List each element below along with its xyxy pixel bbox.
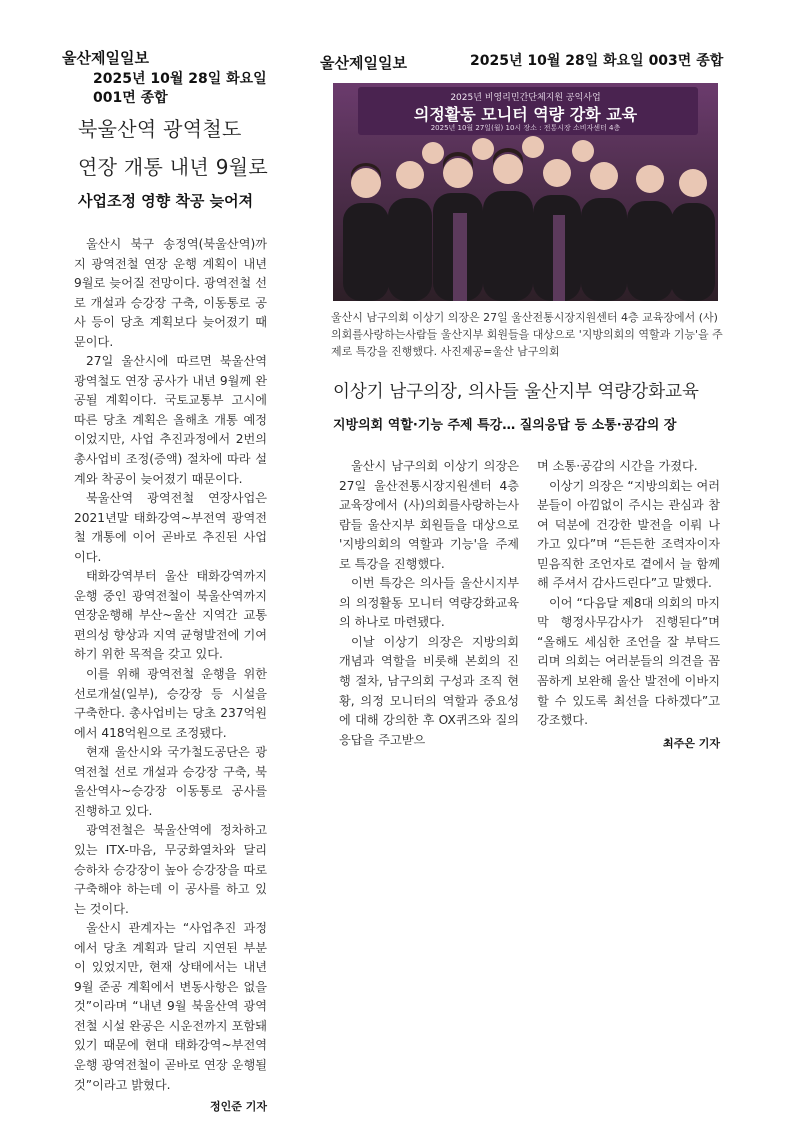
left-paragraph: 이를 위해 광역전철 운행을 위한 선로개설(일부), 승강장 등 시설을 구축한다. 총사업비는 당초 237억원에서 418억원으로 조정됐다. (74, 667, 267, 740)
left-page: 001면 종합 (93, 90, 168, 106)
left-paragraph: 울산시 북구 송정역(북울산역)까지 광역전철 연장 운행 계획이 내년 9월로 늦어질 전망이다. 광역전철 선로 개설과 승강장 구축, 이동통로 공사 등이 당초 계획보다 늦어졌기 때문이다. (74, 237, 267, 349)
left-paragraph: 광역전철은 북울산역에 정차하고 있는 ITX-마음, 무궁화열차와 달리 승하차 승강장이 높아 승강장을 따로 구축해야 하는데 이 공사를 하고 있는 것이다. (74, 823, 267, 916)
left-paragraph: 현재 울산시와 국가철도공단은 광역전철 선로 개설과 승강장 구축, 북울산역사~승강장 이동통로 공사를 진행하고 있다. (74, 745, 267, 818)
left-headline-1: 북울산역 광역철도 (78, 117, 242, 141)
right-paragraph: 이번 특강은 의사들 울산시지부의 의정활동 모니터 역량강화교육의 하나로 마련됐다. (339, 576, 519, 630)
banner-title: 의정활동 모니터 역량 강화 교육 (413, 105, 638, 124)
banner-top-text: 2025년 비영리민간단체지원 공익사업 (450, 93, 601, 103)
right-headline: 이상기 남구의장, 의사들 울산지부 역량강화교육 (333, 382, 699, 402)
left-date: 2025년 10월 28일 화요일 (93, 71, 267, 87)
right-date: 2025년 10월 28일 화요일 003면 종합 (470, 53, 724, 69)
left-byline: 정인준 기자 (210, 1100, 267, 1114)
right-byline: 최주은 기자 (663, 736, 720, 750)
right-body-col2 (537, 457, 720, 753)
left-subheadline: 사업조정 영향 착공 늦어져 (78, 192, 254, 210)
left-paragraph: 북울산역 광역전철 연장사업은 2021년말 태화강역~부전역 광역전철 개통에 이어 곧바로 추진된 사업이다. (74, 491, 267, 564)
event-photo (333, 83, 718, 301)
photo-caption: 울산시 남구의회 이상기 의장은 27일 울산전통시장지원센터 4층 교육장에서 (사)의회를사랑하는사람들 울산지부 회원들을 대상으로 '지방의회의 역할과 기능'을 주제로 특강을 진행했다. 사진제공=울산 남구의회 (331, 311, 723, 358)
left-paragraph: 27일 울산시에 따르면 북울산역 광역철도 연장 공사가 내년 9월께 완공될 계획이다. 국토교통부 고시에 따른 당초 계획은 올해초 개통 예정이었지만, 사업 추진과정에서 2번의 총사업비 조정(증액) 절차에 따라 설계와 착공이 늦어졌기 때문이다. (74, 354, 267, 486)
left-publication: 울산제일일보 (62, 49, 149, 67)
right-paragraph: 이날 이상기 의장은 지방의회 개념과 역할을 비롯해 본회의 진행 절차, 남구의회 구성과 조직 현황, 의정 모니터의 역할과 중요성에 대해 강의한 후 OX퀴즈와 질의응답을 주고받으 (339, 634, 519, 747)
banner-info: 2025년 10월 27일(월) 10시 장소 : 전통시장 소비자센터 4층 (430, 124, 621, 132)
right-publication: 울산제일일보 (320, 54, 407, 72)
left-paragraph: 울산시 관계자는 “사업추진 과정에서 당초 계획과 달리 지연된 부분이 있었지만, 현재 상태에서는 내년 9월 준공 계획에서 변동사항은 없을 것”이라며 “내년 9월 북울산역 광역전철 시설 완공은 시운전까지 포함돼 있기 때문에 현대 태화강역~부전역 운행 광역전철이 곧바로 연장 운행될 것”이라고 밝혔다. (74, 921, 267, 1092)
right-paragraph: 울산시 남구의회 이상기 의장은 27일 울산전통시장지원센터 4층 교육장에서 (사)의회를사랑하는사람들 울산지부 회원들을 대상으로 '지방의회의 역할과 기능'을 주제로 특강을 진행했다. (339, 459, 519, 571)
right-body-col1 (339, 457, 519, 750)
right-subheadline: 지방의회 역할·기능 주제 특강… 질의응답 등 소통·공감의 장 (333, 418, 677, 433)
left-body (74, 235, 267, 1117)
right-paragraph: 이어 “다음달 제8대 의회의 마지막 행정사무감사가 진행된다”며 “올해도 세심한 조언을 잘 부탁드리며 의회는 여러분들의 의견을 꼼꼼하게 보완해 울산 발전에 이바지할 수 있도록 최선을 다하겠다”고 강조했다. (537, 595, 720, 728)
left-headline-2: 연장 개통 내년 9월로 (78, 155, 268, 179)
right-paragraph: 이상기 의장은 “지방의회는 여러분들이 아낌없이 주시는 관심과 참여 덕분에 건강한 발전을 이뤄 나가고 있다”며 “든든한 조력자이자 믿음직한 조언자로 곁에서 늘 함께해 주셔서 감사드린다”고 말했다. (537, 478, 720, 591)
left-paragraph: 태화강역부터 울산 태화강역까지 운행 중인 광역전철이 북울산역까지 연장운행해 부산~울산 지역간 교통 편의성 향상과 지역 균형발전에 기여하기 위한 목적을 갖고 있다. (74, 569, 267, 662)
right-paragraph: 며 소통·공감의 시간을 가졌다. (537, 459, 698, 473)
